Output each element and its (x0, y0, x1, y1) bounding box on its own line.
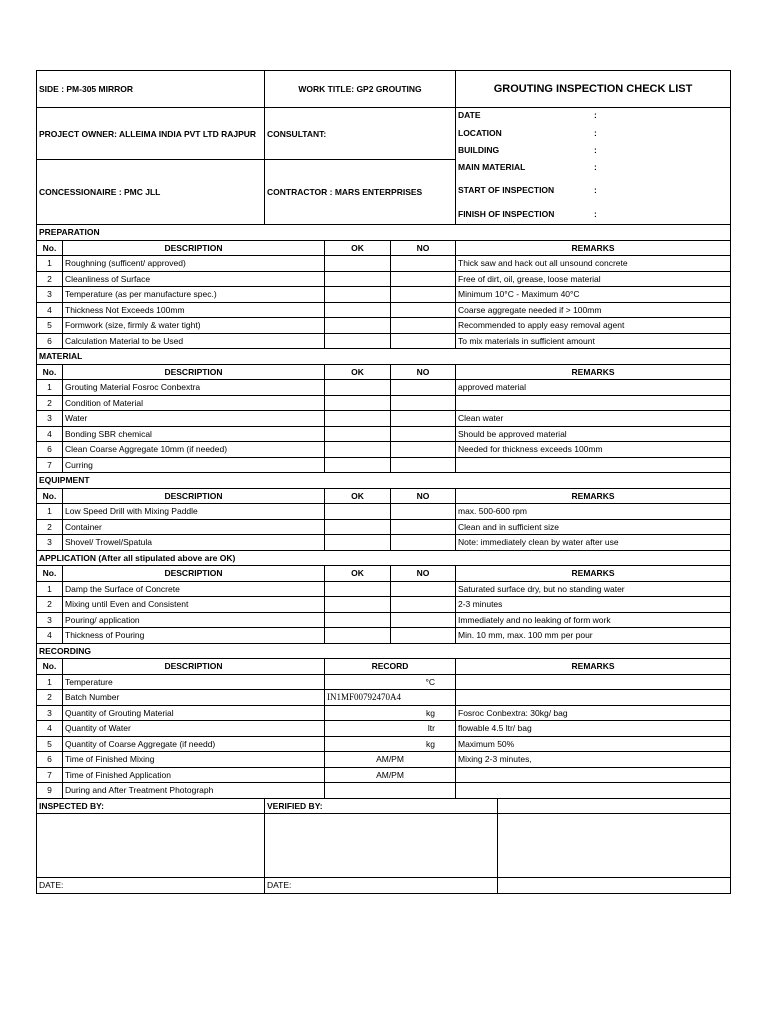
row-number: 5 (37, 318, 63, 334)
no-checkbox-cell[interactable] (391, 442, 456, 458)
project-owner: PROJECT OWNER: ALLEIMA INDIA PVT LTD RAJPUR (37, 108, 265, 160)
section-title: RECORDING (37, 643, 731, 659)
table-row (37, 442, 731, 458)
document-title: GROUTING INSPECTION CHECK LIST (456, 71, 731, 108)
record-field[interactable] (325, 783, 456, 799)
no-checkbox-cell[interactable] (391, 411, 456, 427)
info-finish-of-inspection: FINISH OF INSPECTION : (458, 209, 597, 219)
col-no-check: NO (391, 364, 456, 380)
info-date: DATE : (458, 110, 597, 120)
ok-checkbox-cell[interactable] (325, 380, 391, 396)
table-row (37, 271, 731, 287)
row-number: 2 (37, 597, 63, 613)
row-remarks: Thick saw and hack out all unsound concrete (456, 256, 731, 272)
row-description: Low Speed Drill with Mixing Paddle (63, 504, 325, 520)
ok-checkbox-cell[interactable] (325, 504, 391, 520)
row-description: Bonding SBR chemical (63, 426, 325, 442)
row-description: Container (63, 519, 325, 535)
row-description: Temperature (as per manufacture spec.) (63, 287, 325, 303)
row-number: 2 (37, 690, 63, 706)
table-row (37, 581, 731, 597)
table-row (37, 628, 731, 644)
row-number: 5 (37, 736, 63, 752)
row-number: 2 (37, 519, 63, 535)
no-checkbox-cell[interactable] (391, 318, 456, 334)
row-description: Damp the Surface of Concrete (63, 581, 325, 597)
row-remarks (456, 457, 731, 473)
row-description: Shovel/ Trowel/Spatula (63, 535, 325, 551)
work-title: WORK TITLE: GP2 GROUTING (265, 71, 456, 108)
section-title-row (37, 473, 731, 489)
verifier-signature-box[interactable] (265, 814, 498, 878)
col-ok: OK (325, 364, 391, 380)
row-remarks: 2-3 minutes (456, 597, 731, 613)
row-remarks (456, 767, 731, 783)
no-checkbox-cell[interactable] (391, 581, 456, 597)
row-description: Quantity of Grouting Material (63, 705, 325, 721)
no-checkbox-cell[interactable] (391, 519, 456, 535)
inspected-by-label: INSPECTED BY: (37, 798, 265, 814)
extra-signature-box[interactable] (498, 814, 731, 878)
no-checkbox-cell[interactable] (391, 256, 456, 272)
row-number: 6 (37, 442, 63, 458)
col-ok: OK (325, 240, 391, 256)
column-header-row (37, 364, 731, 380)
ok-checkbox-cell[interactable] (325, 426, 391, 442)
col-description: DESCRIPTION (63, 240, 325, 256)
table-row (37, 333, 731, 349)
col-remarks: REMARKS (456, 566, 731, 582)
col-no: No. (37, 240, 63, 256)
no-checkbox-cell[interactable] (391, 380, 456, 396)
table-row (37, 380, 731, 396)
row-description: Time of Finished Application (63, 767, 325, 783)
col-no: No. (37, 566, 63, 582)
row-remarks: Clean and in sufficient size (456, 519, 731, 535)
col-record: RECORD (325, 659, 456, 675)
no-checkbox-cell[interactable] (391, 333, 456, 349)
row-description: Pouring/ application (63, 612, 325, 628)
concessionaire: CONCESSIONAIRE : PMC JLL (37, 160, 265, 225)
no-checkbox-cell[interactable] (391, 628, 456, 644)
no-checkbox-cell[interactable] (391, 426, 456, 442)
ok-checkbox-cell[interactable] (325, 318, 391, 334)
row-remarks: Note: immediately clean by water after use (456, 535, 731, 551)
row-remarks: Mixing 2-3 minutes, (456, 752, 731, 768)
verified-by-label: VERIFIED BY: (265, 798, 498, 814)
table-row (37, 752, 731, 768)
row-remarks: Should be approved material (456, 426, 731, 442)
row-number: 1 (37, 674, 63, 690)
row-remarks: Fosroc Conbextra: 30kg/ bag (456, 705, 731, 721)
section-title-row (37, 643, 731, 659)
info-main-material: MAIN MATERIAL : (458, 162, 597, 172)
row-description: Batch Number (63, 690, 325, 706)
record-field[interactable]: °C (325, 674, 456, 690)
row-description: Curring (63, 457, 325, 473)
row-number: 3 (37, 612, 63, 628)
row-description: Time of Finished Mixing (63, 752, 325, 768)
row-description: Quantity of Water (63, 721, 325, 737)
row-remarks: approved material (456, 380, 731, 396)
col-ok: OK (325, 488, 391, 504)
row-remarks (456, 395, 731, 411)
col-description: DESCRIPTION (63, 659, 325, 675)
info-building: BUILDING : (458, 145, 597, 155)
section-title-row (37, 225, 731, 241)
row-number: 7 (37, 767, 63, 783)
side-label: SIDE : PM-305 MIRROR (37, 71, 265, 108)
row-number: 2 (37, 395, 63, 411)
row-number: 4 (37, 721, 63, 737)
table-row (37, 612, 731, 628)
row-number: 6 (37, 333, 63, 349)
no-checkbox-cell[interactable] (391, 271, 456, 287)
ok-checkbox-cell[interactable] (325, 302, 391, 318)
row-description: Formwork (size, firmly & water tight) (63, 318, 325, 334)
table-row (37, 783, 731, 799)
row-description: Grouting Material Fosroc Conbextra (63, 380, 325, 396)
row-description: During and After Treatment Photograph (63, 783, 325, 799)
table-row (37, 504, 731, 520)
row-number: 4 (37, 426, 63, 442)
table-row (37, 302, 731, 318)
col-no: No. (37, 488, 63, 504)
no-checkbox-cell[interactable] (391, 597, 456, 613)
ok-checkbox-cell[interactable] (325, 333, 391, 349)
row-number: 3 (37, 535, 63, 551)
row-remarks (456, 674, 731, 690)
row-remarks: Saturated surface dry, but no standing water (456, 581, 731, 597)
table-row (37, 535, 731, 551)
table-row (37, 690, 731, 706)
ok-checkbox-cell[interactable] (325, 411, 391, 427)
record-field[interactable]: kg (325, 705, 456, 721)
row-remarks: Maximum 50% (456, 736, 731, 752)
ok-checkbox-cell[interactable] (325, 256, 391, 272)
consultant: CONSULTANT: (265, 108, 456, 160)
col-description: DESCRIPTION (63, 488, 325, 504)
row-description: Clean Coarse Aggregate 10mm (if needed) (63, 442, 325, 458)
contractor: CONTRACTOR : MARS ENTERPRISES (265, 160, 456, 225)
ok-checkbox-cell[interactable] (325, 519, 391, 535)
row-remarks: Immediately and no leaking of form work (456, 612, 731, 628)
col-remarks: REMARKS (456, 240, 731, 256)
no-checkbox-cell[interactable] (391, 287, 456, 303)
row-number: 1 (37, 581, 63, 597)
row-remarks: To mix materials in sufficient amount (456, 333, 731, 349)
row-remarks: Recommended to apply easy removal agent (456, 318, 731, 334)
no-checkbox-cell[interactable] (391, 504, 456, 520)
row-description: Temperature (63, 674, 325, 690)
ok-checkbox-cell[interactable] (325, 457, 391, 473)
no-checkbox-cell[interactable] (391, 395, 456, 411)
table-row (37, 767, 731, 783)
row-description: Cleanliness of Surface (63, 271, 325, 287)
ok-checkbox-cell[interactable] (325, 287, 391, 303)
column-header-row (37, 659, 731, 675)
row-number: 3 (37, 411, 63, 427)
table-row (37, 674, 731, 690)
inspector-signature-box[interactable] (37, 814, 265, 878)
row-number: 1 (37, 256, 63, 272)
checklist-table (36, 224, 731, 799)
ok-checkbox-cell[interactable] (325, 628, 391, 644)
section-title: APPLICATION (After all stipulated above are OK) (37, 550, 731, 566)
col-remarks: REMARKS (456, 659, 731, 675)
ok-checkbox-cell[interactable] (325, 271, 391, 287)
row-number: 1 (37, 504, 63, 520)
row-remarks: Minimum 10°C - Maximum 40°C (456, 287, 731, 303)
col-no-check: NO (391, 566, 456, 582)
row-description: Water (63, 411, 325, 427)
row-number: 1 (37, 380, 63, 396)
section-title: MATERIAL (37, 349, 731, 365)
ok-checkbox-cell[interactable] (325, 395, 391, 411)
row-remarks: Clean water (456, 411, 731, 427)
row-remarks (456, 690, 731, 706)
row-description: Thickness of Pouring (63, 628, 325, 644)
row-remarks: Needed for thickness exceeds 100mm (456, 442, 731, 458)
column-header-row (37, 566, 731, 582)
row-number: 2 (37, 271, 63, 287)
section-title-row (37, 550, 731, 566)
info-fields (456, 108, 731, 225)
extra-date-cell (498, 878, 731, 894)
table-row (37, 721, 731, 737)
row-remarks: Free of dirt, oil, grease, loose material (456, 271, 731, 287)
inspection-checklist-sheet (36, 70, 730, 894)
col-description: DESCRIPTION (63, 364, 325, 380)
row-number: 3 (37, 705, 63, 721)
section-title-row (37, 349, 731, 365)
ok-checkbox-cell[interactable] (325, 612, 391, 628)
row-description: Condition of Material (63, 395, 325, 411)
no-checkbox-cell[interactable] (391, 457, 456, 473)
col-no: No. (37, 659, 63, 675)
col-no-check: NO (391, 488, 456, 504)
table-row (37, 705, 731, 721)
record-field[interactable]: AM/PM (325, 767, 456, 783)
row-number: 4 (37, 628, 63, 644)
row-remarks: flowable 4.5 ltr/ bag (456, 721, 731, 737)
row-number: 9 (37, 783, 63, 799)
row-number: 4 (37, 302, 63, 318)
col-remarks: REMARKS (456, 488, 731, 504)
table-row (37, 736, 731, 752)
column-header-row (37, 240, 731, 256)
info-start-of-inspection: START OF INSPECTION : (458, 185, 597, 195)
col-no: No. (37, 364, 63, 380)
table-row (37, 597, 731, 613)
row-description: Quantity of Coarse Aggregate (if needd) (63, 736, 325, 752)
section-title: PREPARATION (37, 225, 731, 241)
row-remarks: Min. 10 mm, max. 100 mm per pour (456, 628, 731, 644)
signature-extra-cell (498, 798, 731, 814)
table-row (37, 395, 731, 411)
section-title: EQUIPMENT (37, 473, 731, 489)
no-checkbox-cell[interactable] (391, 302, 456, 318)
row-remarks (456, 783, 731, 799)
table-row (37, 426, 731, 442)
col-description: DESCRIPTION (63, 566, 325, 582)
row-remarks: max. 500-600 rpm (456, 504, 731, 520)
ok-checkbox-cell[interactable] (325, 442, 391, 458)
row-number: 3 (37, 287, 63, 303)
ok-checkbox-cell[interactable] (325, 581, 391, 597)
record-field[interactable]: IN1MF00792470A4 (325, 690, 456, 706)
table-row (37, 256, 731, 272)
no-checkbox-cell[interactable] (391, 535, 456, 551)
col-no-check: NO (391, 240, 456, 256)
row-description: Roughning (sufficent/ approved) (63, 256, 325, 272)
row-number: 7 (37, 457, 63, 473)
row-number: 6 (37, 752, 63, 768)
no-checkbox-cell[interactable] (391, 612, 456, 628)
record-field[interactable]: ltr (325, 721, 456, 737)
table-row (37, 411, 731, 427)
inspected-date: DATE: (37, 878, 265, 894)
record-field[interactable]: kg (325, 736, 456, 752)
signature-table (36, 798, 731, 894)
table-row (37, 318, 731, 334)
table-row (37, 287, 731, 303)
info-location: LOCATION : (458, 128, 597, 138)
col-ok: OK (325, 566, 391, 582)
row-description: Thickness Not Exceeds 100mm (63, 302, 325, 318)
record-field[interactable]: AM/PM (325, 752, 456, 768)
ok-checkbox-cell[interactable] (325, 535, 391, 551)
row-remarks: Coarse aggregate needed if > 100mm (456, 302, 731, 318)
verified-date: DATE: (265, 878, 498, 894)
col-remarks: REMARKS (456, 364, 731, 380)
table-row (37, 519, 731, 535)
header-table (36, 70, 731, 225)
column-header-row (37, 488, 731, 504)
ok-checkbox-cell[interactable] (325, 597, 391, 613)
table-row (37, 457, 731, 473)
row-description: Calculation Material to be Used (63, 333, 325, 349)
row-description: Mixing until Even and Consistent (63, 597, 325, 613)
